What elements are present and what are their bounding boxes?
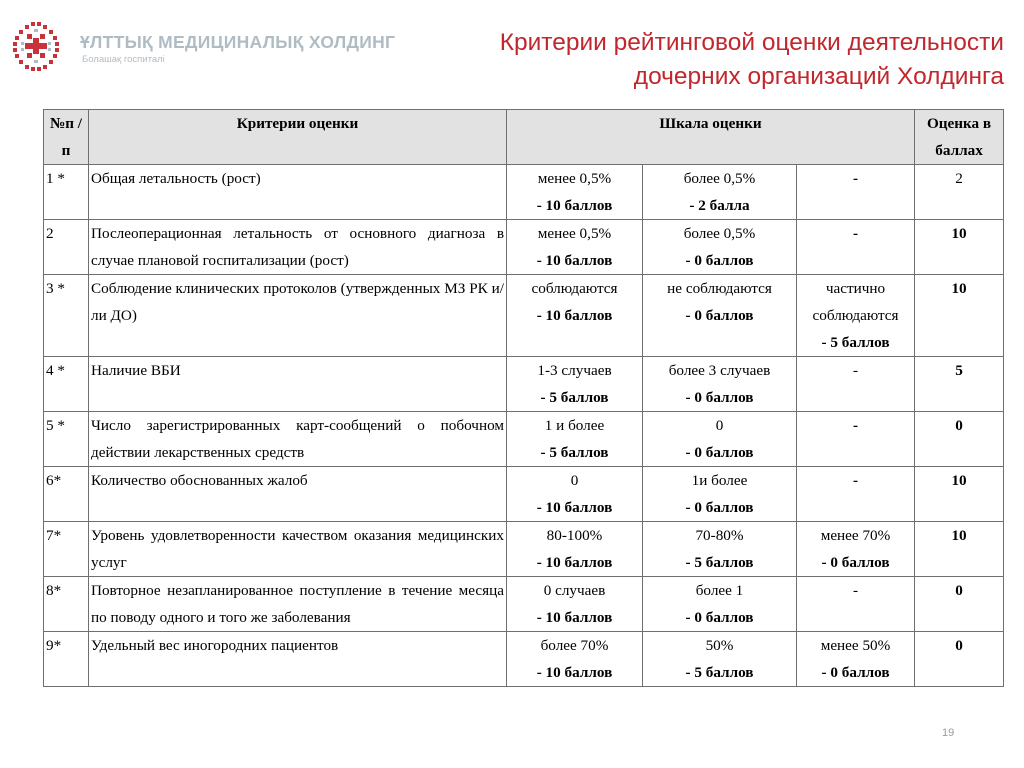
scale-points: - 2 балла bbox=[689, 197, 750, 214]
scale-points: - 10 баллов bbox=[536, 609, 613, 626]
table-row bbox=[44, 522, 1004, 577]
scale-points: - bbox=[852, 225, 859, 242]
row-number: 8* bbox=[44, 577, 89, 632]
criterion-text: Наличие ВБИ bbox=[89, 357, 507, 412]
scale-cell bbox=[507, 412, 643, 467]
score-value: 10 bbox=[915, 522, 1004, 577]
criterion-text: Уровень удовлетворенности качеством оказания медицинских услуг bbox=[89, 522, 507, 577]
criterion-text: Повторное незапланированное поступление в течение месяца по поводу одного и того же заболевания bbox=[89, 577, 507, 632]
header-score: Оценка в баллах bbox=[915, 110, 1004, 165]
criteria-table bbox=[43, 109, 1004, 687]
scale-condition: - bbox=[852, 582, 859, 599]
scale-condition: не соблюдаются bbox=[667, 280, 772, 297]
table-row bbox=[44, 275, 1004, 357]
scale-condition: 0 bbox=[715, 417, 724, 434]
row-number: 3 * bbox=[44, 275, 89, 357]
scale-condition: более 0,5% bbox=[683, 225, 756, 242]
scale-condition: менее 70% bbox=[820, 527, 891, 544]
scale-condition: 1-3 случаев bbox=[537, 362, 612, 379]
criterion-text: Количество обоснованных жалоб bbox=[89, 467, 507, 522]
score-value: 0 bbox=[915, 412, 1004, 467]
scale-cell bbox=[797, 412, 915, 467]
scale-condition: 0 случаев bbox=[543, 582, 606, 599]
table-row bbox=[44, 165, 1004, 220]
row-number: 5 * bbox=[44, 412, 89, 467]
score-value: 10 bbox=[915, 275, 1004, 357]
row-number: 7* bbox=[44, 522, 89, 577]
scale-condition: более 1 bbox=[695, 582, 744, 599]
scale-condition: менее 0,5% bbox=[537, 225, 612, 242]
scale-cell bbox=[507, 467, 643, 522]
scale-points: - bbox=[852, 417, 859, 434]
scale-points: - 10 баллов bbox=[536, 252, 613, 269]
scale-points: - 5 баллов bbox=[821, 334, 890, 351]
scale-cell bbox=[643, 220, 797, 275]
row-number: 1 * bbox=[44, 165, 89, 220]
scale-points: - 5 баллов bbox=[540, 389, 609, 406]
score-value: 2 bbox=[915, 165, 1004, 220]
scale-condition: более 3 случаев bbox=[668, 362, 771, 379]
scale-points: - bbox=[852, 170, 859, 187]
criterion-text: Послеоперационная летальность от основного диагноза в случае плановой госпитализации (рост) bbox=[89, 220, 507, 275]
title-line-2: дочерних организаций Холдинга bbox=[633, 63, 1004, 90]
scale-points: - 5 баллов bbox=[685, 664, 754, 681]
scale-cell bbox=[507, 632, 643, 687]
scale-cell bbox=[643, 357, 797, 412]
table-row bbox=[44, 357, 1004, 412]
scale-cell bbox=[797, 220, 915, 275]
scale-cell bbox=[507, 522, 643, 577]
scale-points: - 10 баллов bbox=[536, 499, 613, 516]
page-title bbox=[364, 26, 1004, 94]
table-row bbox=[44, 632, 1004, 687]
scale-condition: 70-80% bbox=[695, 527, 744, 544]
scale-condition: - bbox=[852, 362, 859, 379]
scale-cell bbox=[507, 577, 643, 632]
score-value: 0 bbox=[915, 577, 1004, 632]
scale-condition: соблюдаются bbox=[531, 280, 618, 297]
table-row bbox=[44, 577, 1004, 632]
table-row bbox=[44, 467, 1004, 522]
table-header-row bbox=[44, 110, 1004, 165]
scale-cell bbox=[643, 275, 797, 357]
scale-points: - 10 баллов bbox=[536, 197, 613, 214]
criterion-text: Общая летальность (рост) bbox=[89, 165, 507, 220]
scale-cell bbox=[507, 357, 643, 412]
row-number: 6* bbox=[44, 467, 89, 522]
row-number: 4 * bbox=[44, 357, 89, 412]
scale-condition: 50% bbox=[705, 637, 734, 654]
scale-cell bbox=[643, 165, 797, 220]
scale-condition: менее 50% bbox=[820, 637, 891, 654]
scale-points: - 5 баллов bbox=[685, 554, 754, 571]
scale-condition: 1и более bbox=[691, 472, 748, 489]
scale-condition: 80-100% bbox=[546, 527, 603, 544]
scale-cell bbox=[797, 275, 915, 357]
scale-cell bbox=[507, 165, 643, 220]
logo-name: ҰЛТТЫҚ МЕДИЦИНАЛЫҚ ХОЛДИНГ bbox=[80, 32, 396, 52]
scale-condition: более 70% bbox=[540, 637, 609, 654]
scale-cell bbox=[797, 467, 915, 522]
scale-condition: 1 и более bbox=[544, 417, 605, 434]
logo bbox=[10, 20, 396, 78]
page-number: 19 bbox=[942, 727, 955, 739]
scale-points: - 10 баллов bbox=[536, 307, 613, 324]
scale-condition: более 0,5% bbox=[683, 170, 756, 187]
title-line-1: Критерии рейтинговой оценки деятельности bbox=[499, 29, 1004, 56]
score-value: 10 bbox=[915, 220, 1004, 275]
scale-points: - 0 баллов bbox=[685, 389, 754, 406]
scale-points: - 5 баллов bbox=[540, 444, 609, 461]
score-value: 10 bbox=[915, 467, 1004, 522]
scale-cell bbox=[507, 275, 643, 357]
scale-cell bbox=[643, 467, 797, 522]
scale-condition: 0 bbox=[570, 472, 579, 489]
scale-cell bbox=[643, 632, 797, 687]
scale-points: - 0 баллов bbox=[685, 609, 754, 626]
row-number: 2 bbox=[44, 220, 89, 275]
header-scale: Шкала оценки bbox=[507, 110, 915, 165]
header-criteria: Критерии оценки bbox=[89, 110, 507, 165]
scale-cell bbox=[643, 522, 797, 577]
score-value: 0 bbox=[915, 632, 1004, 687]
scale-cell bbox=[797, 357, 915, 412]
scale-cell bbox=[643, 577, 797, 632]
scale-condition: менее 0,5% bbox=[537, 170, 612, 187]
logo-subtitle: Болашақ госпиталі bbox=[82, 54, 165, 65]
row-number: 9* bbox=[44, 632, 89, 687]
scale-points: - 10 баллов bbox=[536, 664, 613, 681]
criterion-text: Соблюдение клинических протоколов (утвержденных МЗ РК и/ли ДО) bbox=[89, 275, 507, 357]
scale-points: - 0 баллов bbox=[821, 664, 890, 681]
scale-points: - 0 баллов bbox=[821, 554, 890, 571]
scale-points: - 0 баллов bbox=[685, 252, 754, 269]
scale-cell bbox=[797, 577, 915, 632]
scale-points: - 0 баллов bbox=[685, 444, 754, 461]
criterion-text: Число зарегистрированных карт-сообщений о побочном действии лекарственных средств bbox=[89, 412, 507, 467]
scale-condition: частично соблюдаются bbox=[812, 280, 899, 324]
holding-logo-icon bbox=[10, 20, 62, 72]
scale-cell bbox=[797, 165, 915, 220]
scale-points: - bbox=[852, 472, 859, 489]
scale-points: - 0 баллов bbox=[685, 499, 754, 516]
scale-cell bbox=[797, 522, 915, 577]
scale-cell bbox=[797, 632, 915, 687]
header-num: №п /п bbox=[44, 110, 89, 165]
scale-points: - 10 баллов bbox=[536, 554, 613, 571]
score-value: 5 bbox=[915, 357, 1004, 412]
scale-cell bbox=[643, 412, 797, 467]
scale-points: - 0 баллов bbox=[685, 307, 754, 324]
table-row bbox=[44, 220, 1004, 275]
table-row bbox=[44, 412, 1004, 467]
scale-cell bbox=[507, 220, 643, 275]
criterion-text: Удельный вес иногородних пациентов bbox=[89, 632, 507, 687]
